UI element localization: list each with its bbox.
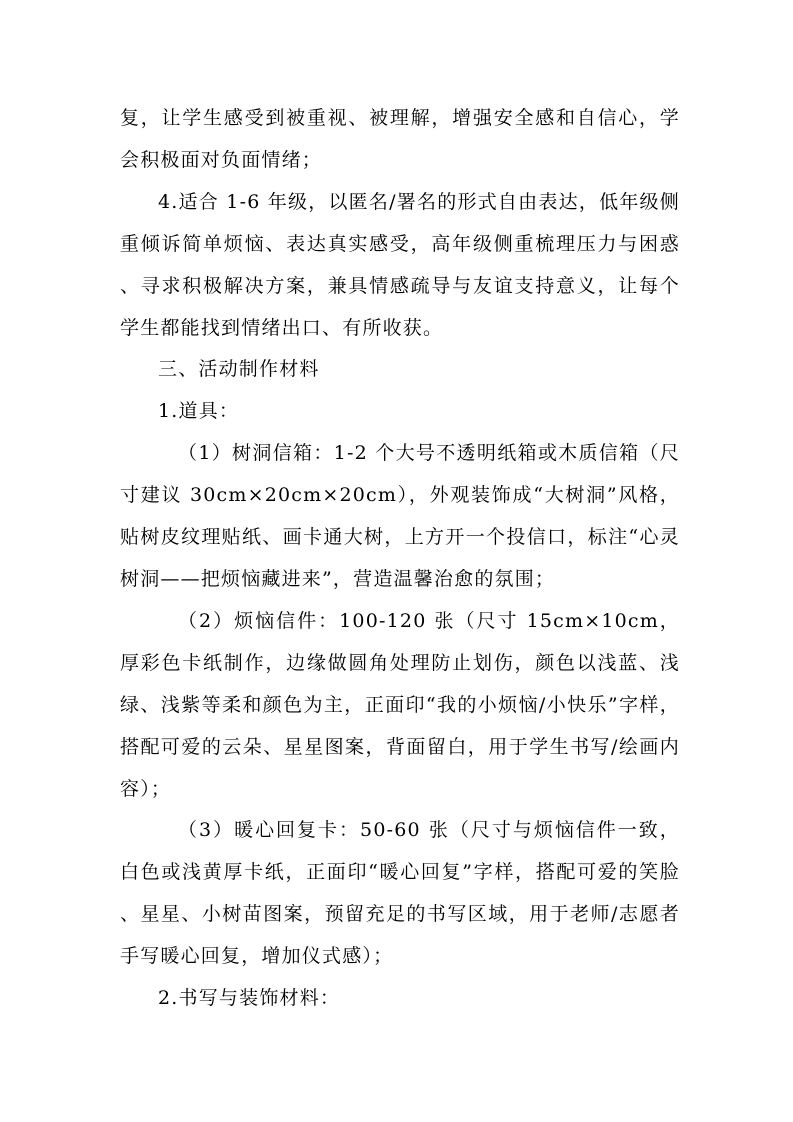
document-body [120, 98, 680, 1020]
subheading-writing-materials: 2.书写与装饰材料： [158, 987, 341, 1010]
paragraph-item-4: 4.适合 1-6 年级，以匿名/署名的形式自由表达，低年级侧重倾诉简单烦恼、表达真实感受，高年级侧重梳理压力与困惑、寻求积极解决方案，兼具情感疏导与友谊支持意义，让每个学生都能找到情绪出口、有所收获。 [120, 190, 680, 339]
paragraph-continuation: 复，让学生感受到被重视、被理解，增强安全感和自信心，学会积极面对负面情绪； [120, 107, 680, 171]
section-heading-materials: 三、活动制作材料 [158, 358, 320, 381]
paragraph-tree-hole-mailbox: （1）树洞信箱：1-2 个大号不透明纸箱或木质信箱（尺寸建议 30cm×20cm×20cm），外观装饰成“大树洞”风格，贴树皮纹理贴纸、画卡通大树，上方开一个投信口，标注“心灵树洞——把烦恼藏进来”，营造温馨治愈的氛围； [120, 442, 680, 590]
paragraph-reply-cards: （3）暖心回复卡：50-60 张（尺寸与烦恼信件一致，白色或浅黄厚卡纸，正面印“暖心回复”字样，搭配可爱的笑脸、星星、小树苗图案，预留充足的书写区域，用于老师/志愿者手写暖心回复，增加仪式感）； [120, 819, 680, 968]
paragraph-worry-letters: （2）烦恼信件：100-120 张（尺寸 15cm×10cm，厚彩色卡纸制作，边缘做圆角处理防止划伤，颜色以浅蓝、浅绿、浅紫等柔和颜色为主，正面印“我的小烦恼/小快乐”字样，搭配可爱的云朵、星星图案，背面留白，用于学生书写/绘画内容）； [120, 609, 680, 800]
subheading-props: 1.道具： [158, 400, 240, 423]
